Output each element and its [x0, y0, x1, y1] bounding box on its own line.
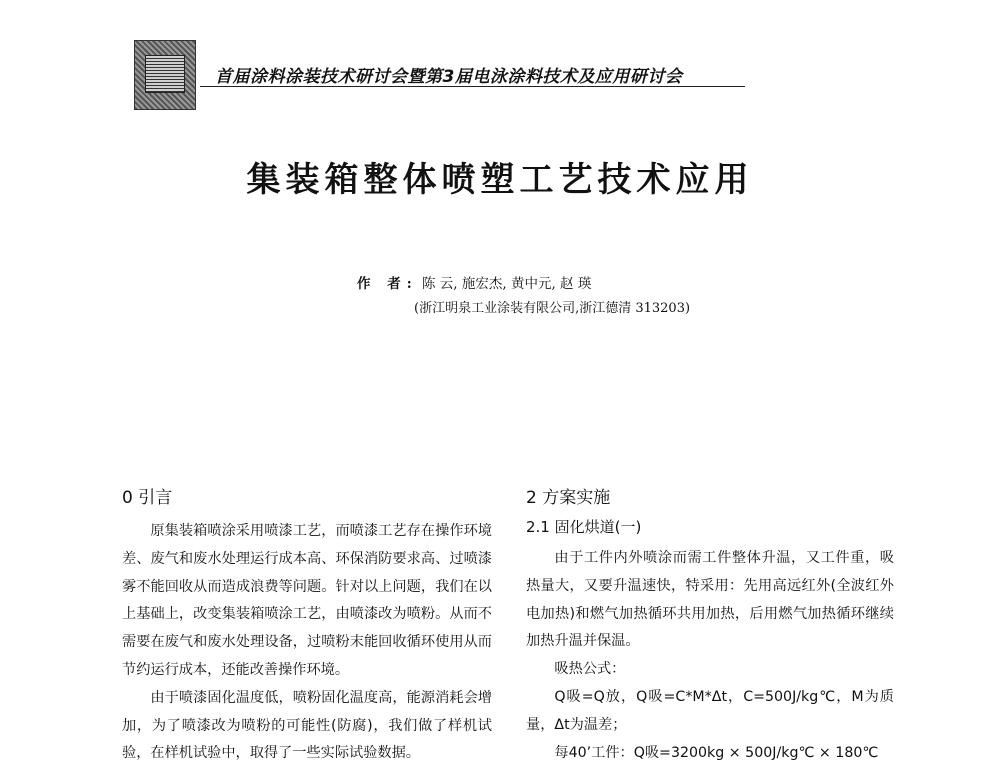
conference-header: 首届涂料涂装技术研讨会暨第3届电泳涂料技术及应用研讨会 — [215, 67, 683, 87]
intro-paragraph-1: 原集装箱喷涂采用喷漆工艺，而喷漆工艺存在操作环境差、废气和废水处理运行成本高、环保消防要求高、过喷漆雾不能回收从而造成浪费等问题。针对以上问题，我们在以上基础上，改变集装箱喷涂工艺，由喷漆改为喷粉。从而不需要在废气和废水处理设备，过喷粉末能回收循环使用从而节约运行成本，还能改善操作环境。 — [122, 523, 492, 678]
section-heading-intro: 0 引言 — [122, 488, 173, 508]
author-affiliation: (浙江明泉工业涂装有限公司,浙江德清 313203) — [414, 301, 691, 316]
calculation-line: 每40’工件：Q吸=3200kg × 500J/kg℃ × 180℃ — [554, 744, 879, 760]
header-divider — [200, 86, 745, 87]
formula-text: Q吸=Q放，Q吸=C*M*Δt，C=500J/kg℃，M为质量，Δt为温差； — [526, 688, 894, 733]
article-title: 集装箱整体喷塑工艺技术应用 — [246, 160, 754, 200]
section-heading-plan: 2 方案实施 — [526, 488, 611, 508]
left-column — [122, 483, 492, 768]
author-line — [357, 272, 591, 292]
conference-logo — [134, 40, 196, 110]
logo-image — [145, 55, 185, 93]
formula-label: 吸热公式： — [554, 661, 626, 678]
author-names: 陈 云, 施宏杰, 黄中元, 赵 瑛 — [421, 276, 592, 292]
author-label: 作 者: — [357, 276, 418, 292]
plan-paragraph-1: 由于工件内外喷涂而需工件整体升温，又工件重，吸热量大，又要升温速快，特采用：先用高远红外(全波红外电加热)和燃气加热循环共用加热，后用燃气加热循环继续加热升温并保温。 — [526, 550, 894, 650]
intro-paragraph-2: 由于喷漆固化温度低，喷粉固化温度高，能源消耗会增加，为了喷漆改为喷粉的可能性(防腐)，我们做了样机试验，在样机试验中，取得了一些实际试验数据。 — [122, 689, 492, 762]
right-column — [526, 483, 894, 760]
subsection-heading-curing-oven: 2.1 固化烘道(一) — [526, 518, 642, 536]
